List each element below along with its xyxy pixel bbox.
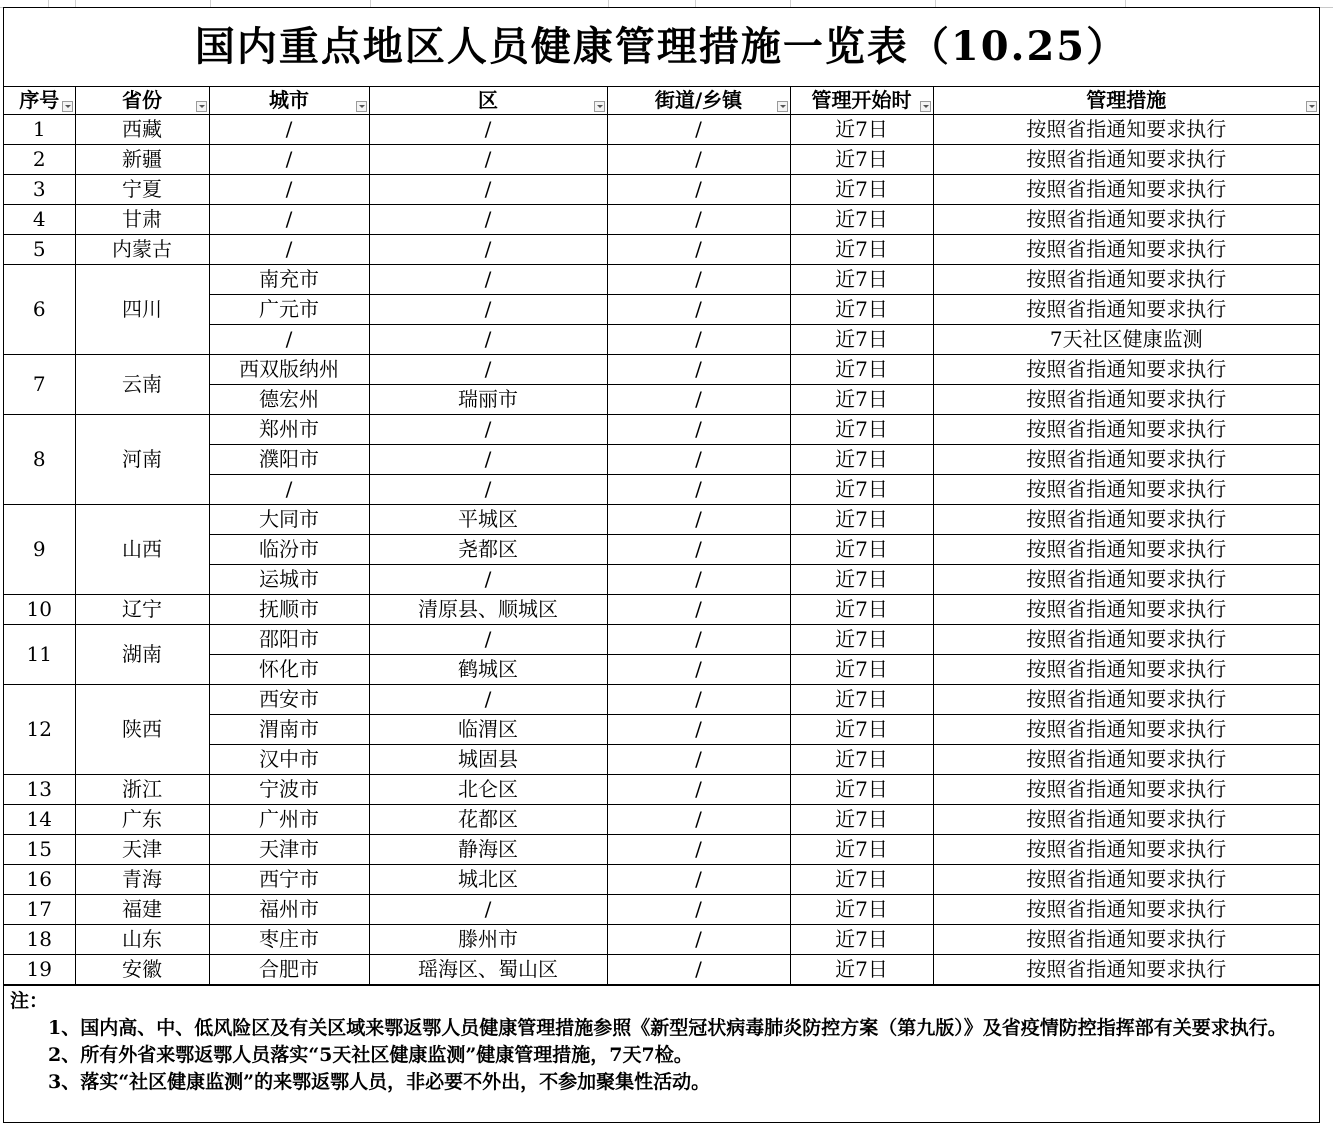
table-row bbox=[4, 835, 1319, 865]
cell-province[interactable]: 内蒙古 bbox=[75, 235, 209, 265]
cell-street[interactable]: / bbox=[607, 775, 790, 805]
cell-no[interactable]: 12 bbox=[4, 685, 75, 775]
cell-district[interactable]: 城固县 bbox=[369, 745, 607, 775]
notes-label: 注： bbox=[10, 990, 49, 1012]
cell-district[interactable]: / bbox=[369, 175, 607, 205]
cell-province[interactable]: 福建 bbox=[75, 895, 209, 925]
filter-dropdown-icon[interactable] bbox=[777, 101, 788, 112]
cell-no[interactable]: 8 bbox=[4, 415, 75, 505]
table-row bbox=[4, 505, 1319, 535]
cell-street[interactable]: / bbox=[607, 565, 790, 595]
cell-no[interactable]: 5 bbox=[4, 235, 75, 265]
cell-city[interactable]: 天津市 bbox=[209, 835, 369, 865]
cell-no[interactable]: 11 bbox=[4, 625, 75, 685]
cell-no[interactable]: 3 bbox=[4, 175, 75, 205]
cell-measure[interactable]: 按照省指通知要求执行 bbox=[933, 415, 1319, 445]
note-item: 3、落实“社区健康监测”的来鄂返鄂人员，非必要不外出，不参加聚集性活动。 bbox=[48, 1071, 711, 1093]
cell-district[interactable]: 花都区 bbox=[369, 805, 607, 835]
cell-start[interactable]: 近7日 bbox=[790, 625, 933, 655]
cell-street[interactable]: / bbox=[607, 535, 790, 565]
cell-street[interactable]: / bbox=[607, 505, 790, 535]
cell-district[interactable]: 滕州市 bbox=[369, 925, 607, 955]
cell-street[interactable]: / bbox=[607, 685, 790, 715]
cell-measure[interactable]: 按照省指通知要求执行 bbox=[933, 805, 1319, 835]
cell-district[interactable]: 瑶海区、蜀山区 bbox=[369, 955, 607, 985]
cell-district[interactable]: / bbox=[369, 445, 607, 475]
cell-measure[interactable]: 按照省指通知要求执行 bbox=[933, 505, 1319, 535]
cell-province[interactable]: 山东 bbox=[75, 925, 209, 955]
cell-province[interactable]: 湖南 bbox=[75, 625, 209, 685]
cell-city[interactable]: 西宁市 bbox=[209, 865, 369, 895]
cell-province[interactable]: 宁夏 bbox=[75, 175, 209, 205]
cell-no[interactable]: 19 bbox=[4, 955, 75, 985]
cell-city[interactable]: 邵阳市 bbox=[209, 625, 369, 655]
cell-province[interactable]: 浙江 bbox=[75, 775, 209, 805]
cell-start[interactable]: 近7日 bbox=[790, 445, 933, 475]
cell-city[interactable]: 南充市 bbox=[209, 265, 369, 295]
cell-city[interactable]: / bbox=[209, 325, 369, 355]
cell-street[interactable]: / bbox=[607, 145, 790, 175]
cell-province[interactable]: 四川 bbox=[75, 265, 209, 355]
header-cell-no: 序号 bbox=[4, 87, 75, 115]
cell-start[interactable]: 近7日 bbox=[790, 685, 933, 715]
cell-measure[interactable]: 按照省指通知要求执行 bbox=[933, 955, 1319, 985]
cell-start[interactable]: 近7日 bbox=[790, 385, 933, 415]
cell-province[interactable]: 安徽 bbox=[75, 955, 209, 985]
cell-measure[interactable]: 按照省指通知要求执行 bbox=[933, 625, 1319, 655]
cell-measure[interactable]: 按照省指通知要求执行 bbox=[933, 775, 1319, 805]
cell-province[interactable]: 天津 bbox=[75, 835, 209, 865]
table-body bbox=[4, 115, 1319, 985]
cell-district[interactable]: / bbox=[369, 415, 607, 445]
cell-measure[interactable]: 按照省指通知要求执行 bbox=[933, 595, 1319, 625]
filter-dropdown-icon[interactable] bbox=[920, 101, 931, 112]
cell-start[interactable]: 近7日 bbox=[790, 655, 933, 685]
table-row bbox=[4, 685, 1319, 715]
cell-measure[interactable]: 按照省指通知要求执行 bbox=[933, 535, 1319, 565]
cell-city[interactable]: / bbox=[209, 475, 369, 505]
cell-no[interactable]: 15 bbox=[4, 835, 75, 865]
cell-district[interactable]: 北仑区 bbox=[369, 775, 607, 805]
cell-no[interactable]: 17 bbox=[4, 895, 75, 925]
cell-city[interactable]: 枣庄市 bbox=[209, 925, 369, 955]
measures-table bbox=[4, 87, 1319, 985]
cell-start[interactable]: 近7日 bbox=[790, 145, 933, 175]
cell-street[interactable]: / bbox=[607, 715, 790, 745]
cell-measure[interactable]: 按照省指通知要求执行 bbox=[933, 865, 1319, 895]
cell-street[interactable]: / bbox=[607, 595, 790, 625]
cell-street[interactable]: / bbox=[607, 385, 790, 415]
cell-start[interactable]: 近7日 bbox=[790, 115, 933, 145]
cell-street[interactable]: / bbox=[607, 955, 790, 985]
cell-start[interactable]: 近7日 bbox=[790, 715, 933, 745]
cell-start[interactable]: 近7日 bbox=[790, 235, 933, 265]
cell-district[interactable]: 城北区 bbox=[369, 865, 607, 895]
cell-measure[interactable]: 按照省指通知要求执行 bbox=[933, 265, 1319, 295]
cell-city[interactable]: 运城市 bbox=[209, 565, 369, 595]
cell-district[interactable]: 鹤城区 bbox=[369, 655, 607, 685]
cell-city[interactable]: 德宏州 bbox=[209, 385, 369, 415]
cell-district[interactable]: 瑞丽市 bbox=[369, 385, 607, 415]
cell-city[interactable]: / bbox=[209, 235, 369, 265]
cell-street[interactable]: / bbox=[607, 325, 790, 355]
cell-measure[interactable]: 按照省指通知要求执行 bbox=[933, 445, 1319, 475]
table-row bbox=[4, 355, 1319, 385]
page-title: 国内重点地区人员健康管理措施一览表（10.25） bbox=[4, 8, 1319, 87]
cell-street[interactable]: / bbox=[607, 835, 790, 865]
cell-start[interactable]: 近7日 bbox=[790, 805, 933, 835]
cell-street[interactable]: / bbox=[607, 205, 790, 235]
cell-start[interactable]: 近7日 bbox=[790, 175, 933, 205]
cell-district[interactable]: / bbox=[369, 355, 607, 385]
note-item: 2、所有外省来鄂返鄂人员落实“5天社区健康监测”健康管理措施，7天7检。 bbox=[48, 1044, 693, 1066]
cell-district[interactable]: 平城区 bbox=[369, 505, 607, 535]
cell-start[interactable]: 近7日 bbox=[790, 325, 933, 355]
cell-city[interactable]: 大同市 bbox=[209, 505, 369, 535]
cell-district[interactable]: 清原县、顺城区 bbox=[369, 595, 607, 625]
cell-district[interactable]: / bbox=[369, 205, 607, 235]
cell-city[interactable]: 福州市 bbox=[209, 895, 369, 925]
cell-measure[interactable]: 按照省指通知要求执行 bbox=[933, 685, 1319, 715]
cell-province[interactable]: 广东 bbox=[75, 805, 209, 835]
cell-province[interactable]: 陕西 bbox=[75, 685, 209, 775]
cell-province[interactable]: 辽宁 bbox=[75, 595, 209, 625]
cell-measure[interactable]: 按照省指通知要求执行 bbox=[933, 925, 1319, 955]
cell-city[interactable]: / bbox=[209, 145, 369, 175]
header-cell-city: 城市 bbox=[209, 87, 369, 115]
cell-measure[interactable]: 按照省指通知要求执行 bbox=[933, 295, 1319, 325]
cell-district[interactable]: / bbox=[369, 265, 607, 295]
cell-no[interactable]: 16 bbox=[4, 865, 75, 895]
header-cell-province: 省份 bbox=[75, 87, 209, 115]
table-row bbox=[4, 175, 1319, 205]
cell-street[interactable]: / bbox=[607, 415, 790, 445]
cell-city[interactable]: / bbox=[209, 205, 369, 235]
cell-city[interactable]: 郑州市 bbox=[209, 415, 369, 445]
cell-start[interactable]: 近7日 bbox=[790, 205, 933, 235]
cell-street[interactable]: / bbox=[607, 235, 790, 265]
cell-street[interactable]: / bbox=[607, 865, 790, 895]
cell-city[interactable]: 广元市 bbox=[209, 295, 369, 325]
cell-district[interactable]: 尧都区 bbox=[369, 535, 607, 565]
cell-city[interactable]: 抚顺市 bbox=[209, 595, 369, 625]
cell-no[interactable]: 4 bbox=[4, 205, 75, 235]
cell-measure[interactable]: 按照省指通知要求执行 bbox=[933, 745, 1319, 775]
cell-no[interactable]: 2 bbox=[4, 145, 75, 175]
header-cell-street: 街道/乡镇 bbox=[607, 87, 790, 115]
cell-street[interactable]: / bbox=[607, 115, 790, 145]
cell-city[interactable]: 合肥市 bbox=[209, 955, 369, 985]
cell-city[interactable]: 汉中市 bbox=[209, 745, 369, 775]
cell-measure[interactable]: 按照省指通知要求执行 bbox=[933, 565, 1319, 595]
table-row bbox=[4, 265, 1319, 295]
table-row bbox=[4, 595, 1319, 625]
cell-street[interactable]: / bbox=[607, 805, 790, 835]
cell-street[interactable]: / bbox=[607, 925, 790, 955]
header-cell-district: 区 bbox=[369, 87, 607, 115]
cell-street[interactable]: / bbox=[607, 895, 790, 925]
cell-start[interactable]: 近7日 bbox=[790, 775, 933, 805]
cell-start[interactable]: 近7日 bbox=[790, 265, 933, 295]
cell-measure[interactable]: 按照省指通知要求执行 bbox=[933, 355, 1319, 385]
cell-start[interactable]: 近7日 bbox=[790, 295, 933, 325]
table-row bbox=[4, 955, 1319, 985]
cell-street[interactable]: / bbox=[607, 475, 790, 505]
cell-no[interactable]: 7 bbox=[4, 355, 75, 415]
filter-dropdown-icon[interactable] bbox=[356, 101, 367, 112]
cell-district[interactable]: / bbox=[369, 475, 607, 505]
cell-street[interactable]: / bbox=[607, 265, 790, 295]
cell-province[interactable]: 甘肃 bbox=[75, 205, 209, 235]
cell-city[interactable]: 渭南市 bbox=[209, 715, 369, 745]
cell-district[interactable]: / bbox=[369, 295, 607, 325]
cell-start[interactable]: 近7日 bbox=[790, 955, 933, 985]
cell-city[interactable]: 西安市 bbox=[209, 685, 369, 715]
spreadsheet-sheet bbox=[3, 7, 1320, 1123]
cell-measure[interactable]: 按照省指通知要求执行 bbox=[933, 235, 1319, 265]
cell-district[interactable]: / bbox=[369, 235, 607, 265]
cell-measure[interactable]: 按照省指通知要求执行 bbox=[933, 385, 1319, 415]
cell-city[interactable]: / bbox=[209, 115, 369, 145]
cell-district[interactable]: 静海区 bbox=[369, 835, 607, 865]
cell-start[interactable]: 近7日 bbox=[790, 565, 933, 595]
cell-measure[interactable]: 按照省指通知要求执行 bbox=[933, 475, 1319, 505]
filter-dropdown-icon[interactable] bbox=[196, 101, 207, 112]
cell-measure[interactable]: 7天社区健康监测 bbox=[933, 325, 1319, 355]
cell-district[interactable]: / bbox=[369, 145, 607, 175]
table-row bbox=[4, 625, 1319, 655]
cell-street[interactable]: / bbox=[607, 355, 790, 385]
cell-no[interactable]: 13 bbox=[4, 775, 75, 805]
table-row bbox=[4, 925, 1319, 955]
filter-dropdown-icon[interactable] bbox=[62, 101, 73, 112]
cell-start[interactable]: 近7日 bbox=[790, 505, 933, 535]
cell-no[interactable]: 6 bbox=[4, 265, 75, 355]
table-row bbox=[4, 775, 1319, 805]
table-row bbox=[4, 865, 1319, 895]
table-row bbox=[4, 895, 1319, 925]
cell-no[interactable]: 18 bbox=[4, 925, 75, 955]
cell-district[interactable]: / bbox=[369, 895, 607, 925]
header-cell-start: 管理开始时 bbox=[790, 87, 933, 115]
cell-city[interactable]: 宁波市 bbox=[209, 775, 369, 805]
cell-start[interactable]: 近7日 bbox=[790, 535, 933, 565]
cell-district[interactable]: / bbox=[369, 685, 607, 715]
cell-city[interactable]: / bbox=[209, 175, 369, 205]
cell-start[interactable]: 近7日 bbox=[790, 865, 933, 895]
note-item: 1、国内高、中、低风险区及有关区域来鄂返鄂人员健康管理措施参照《新型冠状病毒肺炎防控方案（第九版）》及省疫情防控指挥部有关要求执行。 bbox=[48, 1017, 1287, 1039]
cell-measure[interactable]: 按照省指通知要求执行 bbox=[933, 715, 1319, 745]
cell-province[interactable]: 云南 bbox=[75, 355, 209, 415]
cell-district[interactable]: / bbox=[369, 115, 607, 145]
cell-province[interactable]: 山西 bbox=[75, 505, 209, 595]
cell-city[interactable]: 临汾市 bbox=[209, 535, 369, 565]
cell-city[interactable]: 怀化市 bbox=[209, 655, 369, 685]
cell-district[interactable]: / bbox=[369, 565, 607, 595]
cell-measure[interactable]: 按照省指通知要求执行 bbox=[933, 895, 1319, 925]
cell-start[interactable]: 近7日 bbox=[790, 925, 933, 955]
cell-street[interactable]: / bbox=[607, 445, 790, 475]
cell-no[interactable]: 10 bbox=[4, 595, 75, 625]
filter-dropdown-icon[interactable] bbox=[1306, 101, 1317, 112]
cell-district[interactable]: / bbox=[369, 325, 607, 355]
cell-measure[interactable]: 按照省指通知要求执行 bbox=[933, 835, 1319, 865]
cell-city[interactable]: 濮阳市 bbox=[209, 445, 369, 475]
cell-street[interactable]: / bbox=[607, 625, 790, 655]
table-row bbox=[4, 115, 1319, 145]
cell-no[interactable]: 14 bbox=[4, 805, 75, 835]
cell-start[interactable]: 近7日 bbox=[790, 415, 933, 445]
cell-start[interactable]: 近7日 bbox=[790, 355, 933, 385]
cell-district[interactable]: / bbox=[369, 625, 607, 655]
cell-measure[interactable]: 按照省指通知要求执行 bbox=[933, 205, 1319, 235]
cell-street[interactable]: / bbox=[607, 175, 790, 205]
cell-no[interactable]: 9 bbox=[4, 505, 75, 595]
cell-city[interactable]: 广州市 bbox=[209, 805, 369, 835]
cell-start[interactable]: 近7日 bbox=[790, 895, 933, 925]
cell-start[interactable]: 近7日 bbox=[790, 475, 933, 505]
cell-street[interactable]: / bbox=[607, 655, 790, 685]
cell-start[interactable]: 近7日 bbox=[790, 595, 933, 625]
cell-measure[interactable]: 按照省指通知要求执行 bbox=[933, 655, 1319, 685]
table-row bbox=[4, 145, 1319, 175]
table-row bbox=[4, 805, 1319, 835]
cell-start[interactable]: 近7日 bbox=[790, 745, 933, 775]
cell-no[interactable]: 1 bbox=[4, 115, 75, 145]
cell-street[interactable]: / bbox=[607, 295, 790, 325]
cell-province[interactable]: 河南 bbox=[75, 415, 209, 505]
cell-province[interactable]: 新疆 bbox=[75, 145, 209, 175]
filter-dropdown-icon[interactable] bbox=[594, 101, 605, 112]
cell-start[interactable]: 近7日 bbox=[790, 835, 933, 865]
cell-street[interactable]: / bbox=[607, 745, 790, 775]
header-row bbox=[4, 87, 1319, 115]
cell-measure[interactable]: 按照省指通知要求执行 bbox=[933, 145, 1319, 175]
table-row bbox=[4, 205, 1319, 235]
cell-measure[interactable]: 按照省指通知要求执行 bbox=[933, 175, 1319, 205]
cell-measure[interactable]: 按照省指通知要求执行 bbox=[933, 115, 1319, 145]
cell-province[interactable]: 青海 bbox=[75, 865, 209, 895]
table-row bbox=[4, 415, 1319, 445]
cell-city[interactable]: 西双版纳州 bbox=[209, 355, 369, 385]
table-row bbox=[4, 235, 1319, 265]
header-cell-measure: 管理措施 bbox=[933, 87, 1319, 115]
cell-province[interactable]: 西藏 bbox=[75, 115, 209, 145]
notes-section bbox=[4, 985, 1319, 1122]
cell-district[interactable]: 临渭区 bbox=[369, 715, 607, 745]
